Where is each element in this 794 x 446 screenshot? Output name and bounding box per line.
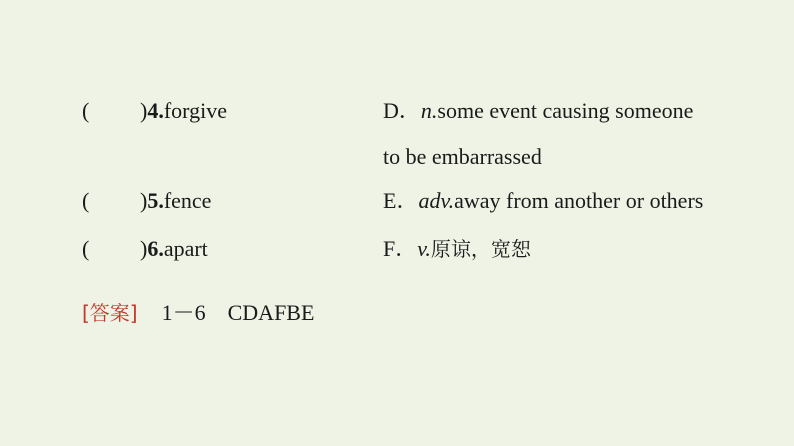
definition-f	[383, 236, 531, 262]
definition-d-continued: to be embarrassed	[383, 144, 542, 169]
open-paren: (	[82, 236, 90, 261]
answer-line	[82, 300, 314, 326]
open-paren: (	[82, 188, 90, 213]
item-number: 6.	[147, 236, 164, 261]
item-number: 5.	[147, 188, 164, 213]
part-of-speech: n.	[420, 98, 438, 123]
definition-letter: D．	[383, 98, 421, 123]
answer-value: CDAFBE	[227, 300, 315, 325]
item-word: forgive	[163, 98, 227, 123]
definition-text: 原谅，宽恕	[430, 237, 531, 261]
item-word: fence	[163, 188, 212, 213]
definition-letter: E．	[383, 188, 419, 213]
definition-e	[383, 188, 703, 214]
item-5-term: )5.fence	[140, 188, 212, 213]
definition-letter: F．	[383, 236, 418, 261]
item-6-term: )6.apart	[140, 236, 208, 261]
item-number: 4.	[147, 98, 164, 123]
answer-range: 1－6	[161, 300, 206, 325]
item-4-term: )4.forgive	[140, 98, 227, 123]
answer-tag: [答案]	[82, 301, 138, 325]
item-word: apart	[163, 236, 208, 261]
part-of-speech: adv.	[418, 188, 455, 213]
open-paren: (	[82, 98, 90, 123]
definition-text: away from another or others	[454, 188, 704, 213]
part-of-speech: v.	[417, 236, 431, 261]
definition-text: some event causing someone	[437, 98, 694, 123]
definition-d	[383, 98, 693, 124]
